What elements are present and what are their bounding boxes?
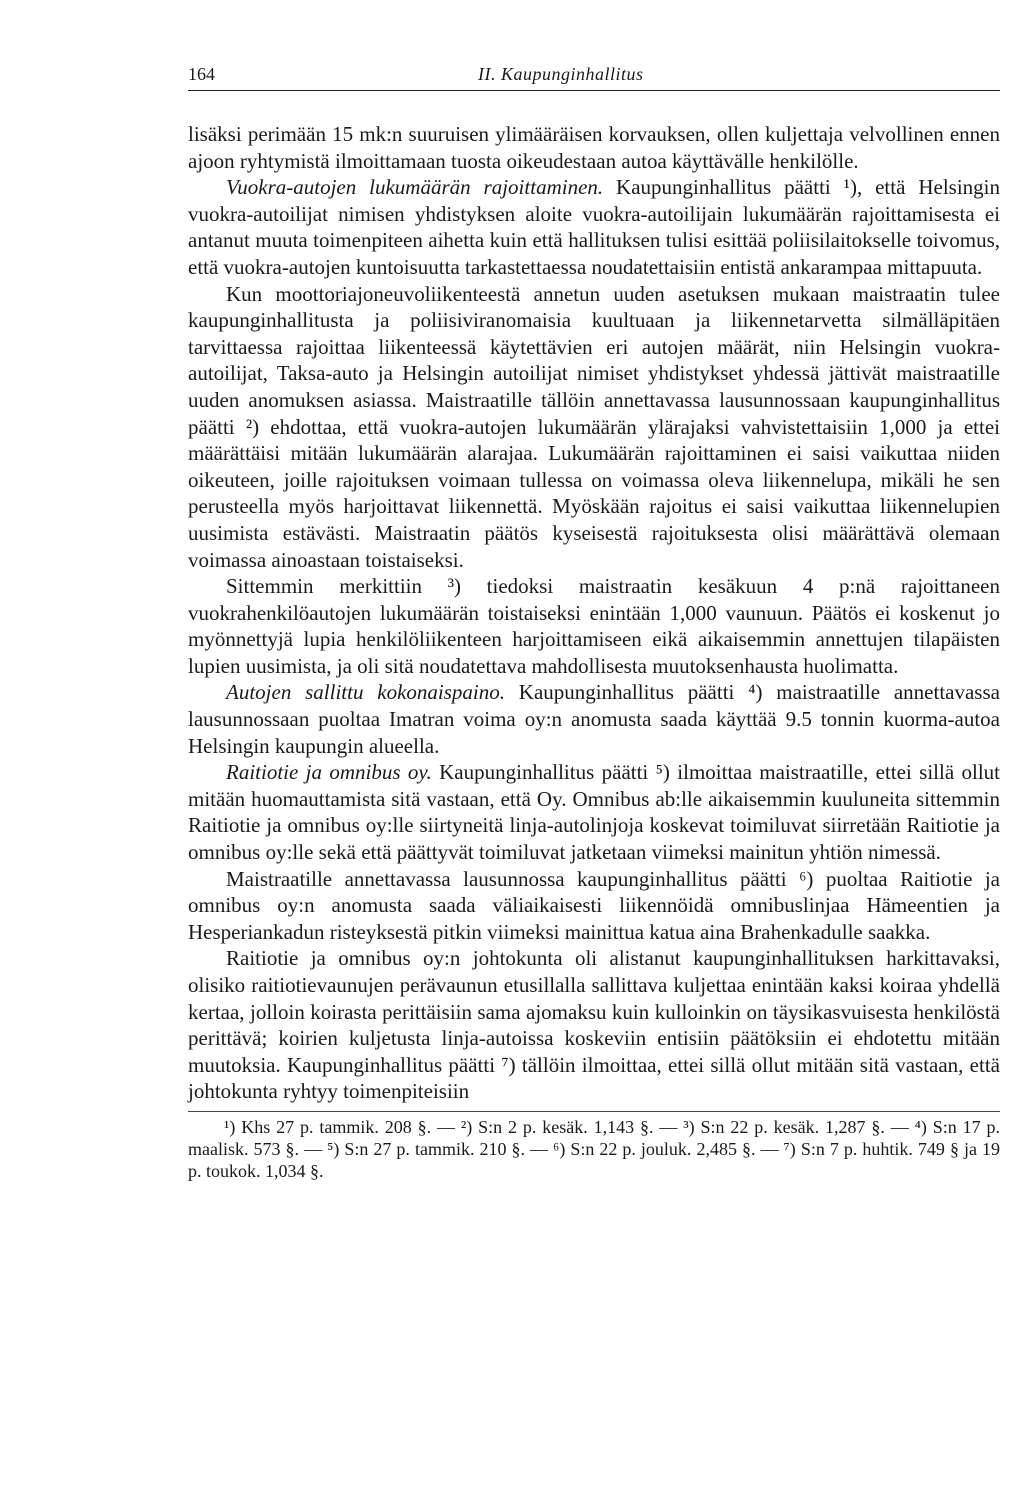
body-text [188, 121, 1000, 1105]
paragraph-text: Kaupunginhallitus päätti ⁵) ilmoittaa maistraatille, ettei sillä ollut mitään huomauttamista sitä vastaan, että Oy. Omnibus ab:lle aikaisemmin kuuluneita sittemmin Raitiotie ja omnibus oy:lle siirtyneitä linja-autolinjoja koskevat toimiluvat siirretään Raitiotie ja omnibus oy:lle sekä että päättyvät toimiluvat jatketaan viimeksi mainitun yhtiön nimessä. [188, 760, 1000, 865]
paragraph-text: Raitiotie ja omnibus oy:n johtokunta oli alistanut kaupunginhallituksen harkittavaksi, olisiko raitiotievaunujen perävaunun etusillalla sallittava kuljettaa enintään kaksi koiraa yhdellä kertaa, jolloin koirasta perittäisiin sama ajomaksu kuin kulloinkin on täysikasvuisesta henkilöstä perittävä; koirien kuljetusta linja-autoissa koskeviin entisiin päätöksiin ei ehdotettu mitään muutoksia. Kaupunginhallitus päätti ⁷) tällöin ilmoittaa, ettei sillä ollut mitään sitä vastaan, että johtokunta ryhtyy toimenpiteisiin [188, 946, 1000, 1104]
paragraph-6 [188, 759, 1000, 865]
document-page [188, 60, 1000, 1182]
paragraph-text: Sittemmin merkittiin ³) tiedoksi maistraatin kesäkuun 4 p:nä rajoittaneen vuokrahenkilöautojen lukumäärän toistaiseksi enintään 1,000 vaunuun. Päätös ei koskenut jo myönnettyjä lupia henkilöliikenteen harjoittamiseen eikä aikaisemmin annettujen tilapäisten lupien uusimista, ja oli sitä noudatettava mahdollisesta muutoksenhausta huolimatta. [188, 574, 1000, 678]
paragraph-7 [188, 866, 1000, 946]
footnote-text: ¹) Khs 27 p. tammik. 208 §. — ²) S:n 2 p. kesäk. 1,143 §. — ³) S:n 22 p. kesäk. 1,287 §. — ⁴) S:n 17 p. maalisk. 573 §. — ⁵) S:n 27 p. tammik. 210 §. — ⁶) S:n 22 p. jouluk. 2,485 §. — ⁷) S:n 7 p. huhtik. 749 § ja 19 p. toukok. 1,034 §. [188, 1116, 1000, 1181]
paragraph-1 [188, 121, 1000, 174]
section-heading: Vuokra-autojen lukumäärän rajoittaminen. [226, 175, 604, 200]
footnote-divider [188, 1111, 1000, 1112]
paragraph-2 [188, 174, 1000, 280]
paragraph-text: lisäksi perimään 15 mk:n suuruisen ylimääräisen korvauksen, ollen kuljettaja velvollinen ennen ajoon ryhtymistä ilmoittamaan tuosta oikeudestaan autoa käyttävälle henkilölle. [188, 122, 1000, 173]
footnotes [188, 1116, 1000, 1182]
paragraph-text: Kaupunginhallitus päätti ¹), että Helsingin vuokra-autoilijat nimisen yhdistyksen aloite vuokra-autoilijain lukumäärän rajoittamisesta ei antanut muuta toimenpiteen aihetta kuin että hallituksen tulisi esittää poliisilaitokselle toivomus, että vuokra-autojen kuntoisuutta tarkastettaessa noudatettaisiin entistä ankarampaa mittapuuta. [188, 175, 1000, 279]
page-number: 164 [188, 64, 215, 84]
page-header [188, 60, 1000, 91]
running-title: II. Kaupunginhallitus [478, 64, 644, 84]
paragraph-4 [188, 573, 1000, 679]
paragraph-8 [188, 945, 1000, 1105]
paragraph-text: Maistraatille annettavassa lausunnossa kaupunginhallitus päätti ⁶) puoltaa Raitiotie ja omnibus oy:n anomusta saada väliaikaisesti liikennöidä omnibuslinjaa Hämeentien ja Hesperiankadun risteyksestä pitkin viimeksi mainittua katua aina Brahenkadulle saakka. [188, 866, 1000, 944]
section-heading: Autojen sallittu kokonaispaino. [226, 680, 505, 705]
paragraph-5 [188, 679, 1000, 759]
paragraph-text: Kun moottoriajoneuvoliikenteestä annetun uuden asetuksen mukaan maistraatin tulee kaupunginhallitusta ja poliisiviranomaisia kuultuaan ja liikennetarvetta silmälläpitäen tarvittaessa rajoittaa liikenteessä käytettävien eri autojen määrät, niin Helsingin vuokra-autoilijat, Taksa-auto ja Helsingin autoilijat nimiset yhdistykset yhdessä jättivät maistraatille uuden anomuksen asiassa. Maistraatille tällöin annettavassa lausunnossaan kaupunginhallitus päätti ²) ehdottaa, että vuokra-autojen lukumäärän ylärajaksi vahvistettaisiin 1,000 ja ettei määrättäisi mitään lukumäärän alarajaa. Lukumäärän rajoittaminen ei saisi vaikuttaa niiden oikeuteen, joille rajoituksen voimaan tullessa on voimassa oleva liikennelupa, mikäli he sen perusteella myös harjoittavat liikennettä. Myöskään rajoitus ei saisi vaikuttaa liikennelupien uusimista estävästi. Maistraatin päätös kyseisestä rajoituksesta olisi määrättävä olemaan voimassa ainoastaan toistaiseksi. [188, 281, 1000, 572]
paragraph-3 [188, 281, 1000, 574]
paragraph-text: Kaupunginhallitus päätti ⁴) maistraatille annettavassa lausunnossaan puoltaa Imatran voima oy:n anomusta saada käyttää 9.5 tonnin kuorma-autoa Helsingin kaupungin alueella. [188, 680, 1000, 758]
section-heading: Raitiotie ja omnibus oy. [226, 760, 432, 785]
